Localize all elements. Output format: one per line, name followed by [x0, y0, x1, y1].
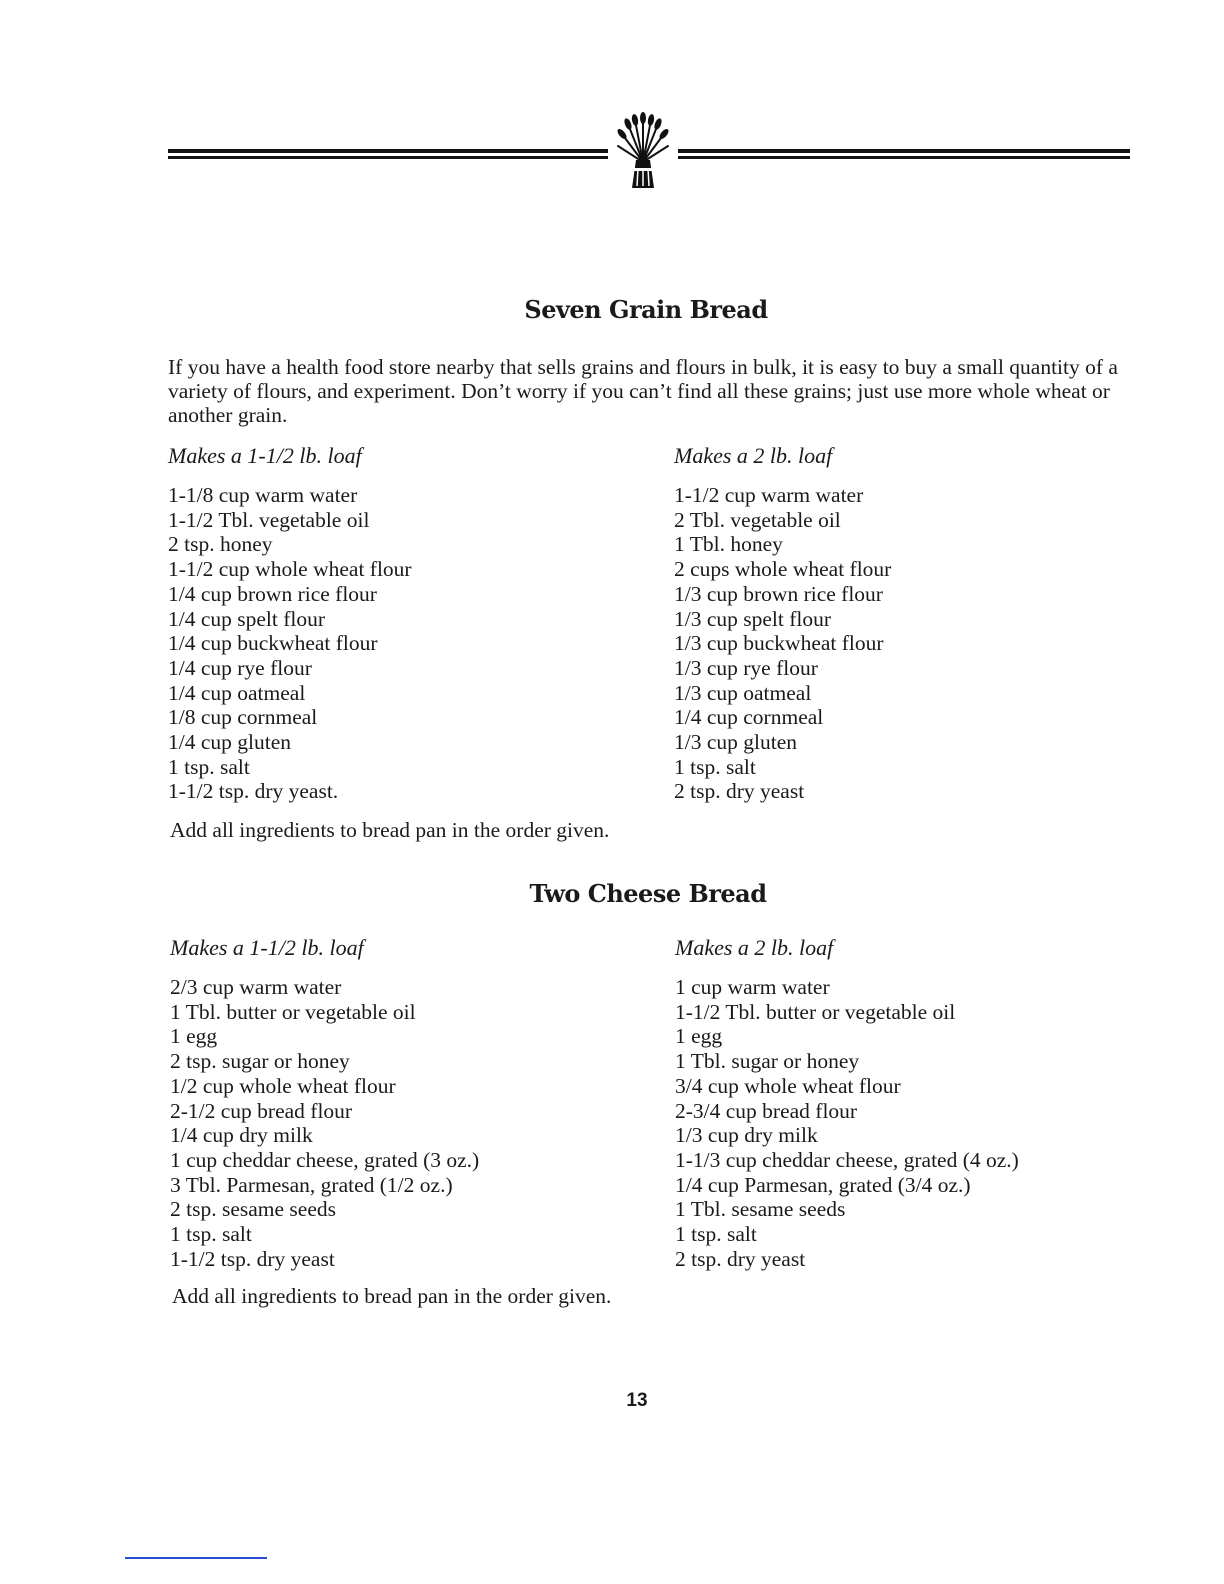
ingredient-item: 3/4 cup whole wheat flour	[675, 1073, 901, 1098]
ingredient-item: 1 tsp. salt	[170, 1222, 252, 1247]
ingredient-item: 1-1/2 cup whole wheat flour	[168, 557, 412, 582]
ingredient-item: 2 tsp. dry yeast	[675, 1246, 806, 1271]
recipe-intro: If you have a health food store nearby that sells grains and flours in bulk, it is easy to buy a small quantity of a variety of flours, and experiment. Don’t worry if you can’t find all these grains; just use more whole wheat or another grain.	[168, 355, 1118, 427]
ingredient-item: 1 Tbl. sesame seeds	[675, 1197, 846, 1222]
ingredient-item: 1-1/2 Tbl. butter or vegetable oil	[675, 999, 956, 1024]
ingredient-item: 1-1/2 cup warm water	[674, 483, 864, 507]
yield-label-large: Makes a 2 lb. loaf	[675, 935, 834, 960]
ingredient-item: 2-3/4 cup bread flour	[675, 1098, 858, 1123]
ingredient-item: 1/3 cup rye flour	[674, 655, 818, 680]
ingredient-item: 3 Tbl. Parmesan, grated (1/2 oz.)	[170, 1172, 453, 1197]
recipe-title: Two Cheese Bread	[529, 879, 767, 908]
wheat-sheaf-icon	[608, 110, 678, 192]
ingredient-item: 1/4 cup spelt flour	[168, 606, 326, 631]
ingredient-item: 1 tsp. salt	[168, 754, 250, 779]
yield-label-large: Makes a 2 lb. loaf	[674, 443, 833, 468]
ingredient-item: 2 tsp. sesame seeds	[170, 1197, 336, 1222]
ingredient-item: 1/3 cup gluten	[674, 730, 798, 755]
ingredient-item: 1-1/2 tsp. dry yeast.	[168, 779, 339, 804]
ingredient-item: 1/4 cup brown rice flour	[168, 581, 377, 606]
ingredient-list-small	[170, 975, 479, 1271]
ingredient-item: 1 Tbl. honey	[674, 532, 783, 557]
ingredient-item: 1-1/3 cup cheddar cheese, grated (4 oz.)	[675, 1147, 1019, 1172]
ingredient-item: 1/3 cup buckwheat flour	[674, 631, 884, 656]
footer-line	[125, 1557, 267, 1559]
ingredient-item: 2 Tbl. vegetable oil	[674, 507, 841, 532]
ingredient-item: 2-1/2 cup bread flour	[170, 1098, 353, 1123]
ingredient-item: 1-1/2 Tbl. vegetable oil	[168, 507, 370, 532]
ingredient-item: 1-1/2 tsp. dry yeast	[170, 1246, 335, 1271]
ingredient-item: 1 Tbl. butter or vegetable oil	[170, 999, 416, 1024]
ingredient-item: 1/2 cup whole wheat flour	[170, 1073, 396, 1098]
ingredient-item: 1 Tbl. sugar or honey	[675, 1049, 860, 1074]
ingredient-item: 1 cup warm water	[675, 975, 830, 999]
ingredient-item: 1/4 cup buckwheat flour	[168, 631, 378, 656]
yield-label-small: Makes a 1-1/2 lb. loaf	[170, 935, 364, 960]
ingredient-item: 2 tsp. dry yeast	[674, 779, 805, 804]
ingredient-item: 1/4 cup gluten	[168, 730, 292, 755]
ingredient-item: 1/4 cup Parmesan, grated (3/4 oz.)	[675, 1172, 971, 1197]
ingredient-item: 1 egg	[170, 1024, 218, 1049]
ingredient-item: 1/3 cup spelt flour	[674, 606, 832, 631]
ingredient-item: 1/4 cup oatmeal	[168, 680, 306, 705]
ingredient-item: 2 cups whole wheat flour	[674, 557, 892, 582]
ingredient-item: 1 tsp. salt	[674, 754, 756, 779]
recipe-title: Seven Grain Bread	[524, 295, 768, 324]
ingredient-item: 1/4 cup rye flour	[168, 655, 312, 680]
ingredient-item: 1 cup cheddar cheese, grated (3 oz.)	[170, 1147, 480, 1172]
ingredient-item: 1/3 cup dry milk	[675, 1123, 818, 1148]
ingredient-item: 1/3 cup oatmeal	[674, 680, 812, 705]
ingredient-item: 1/4 cup dry milk	[170, 1123, 313, 1148]
ingredient-item: 1/3 cup brown rice flour	[674, 581, 883, 606]
ingredient-item: 2 tsp. sugar or honey	[170, 1049, 350, 1074]
yield-label-small: Makes a 1-1/2 lb. loaf	[168, 443, 362, 468]
ingredient-list-small	[168, 483, 412, 804]
ingredient-item: 1/4 cup cornmeal	[674, 705, 824, 730]
page-number: 13	[626, 1390, 648, 1411]
ingredient-item: 1/8 cup cornmeal	[168, 705, 318, 730]
recipe-instructions: Add all ingredients to bread pan in the order given.	[172, 1284, 612, 1308]
ingredient-list-large	[675, 975, 1019, 1271]
ingredient-item: 1 egg	[675, 1024, 723, 1049]
recipe-instructions: Add all ingredients to bread pan in the order given.	[170, 818, 610, 842]
ingredient-item: 1-1/8 cup warm water	[168, 483, 358, 507]
ingredient-list-large	[674, 483, 891, 804]
ingredient-item: 2 tsp. honey	[168, 532, 273, 557]
ingredient-item: 1 tsp. salt	[675, 1222, 757, 1247]
ingredient-item: 2/3 cup warm water	[170, 975, 342, 999]
